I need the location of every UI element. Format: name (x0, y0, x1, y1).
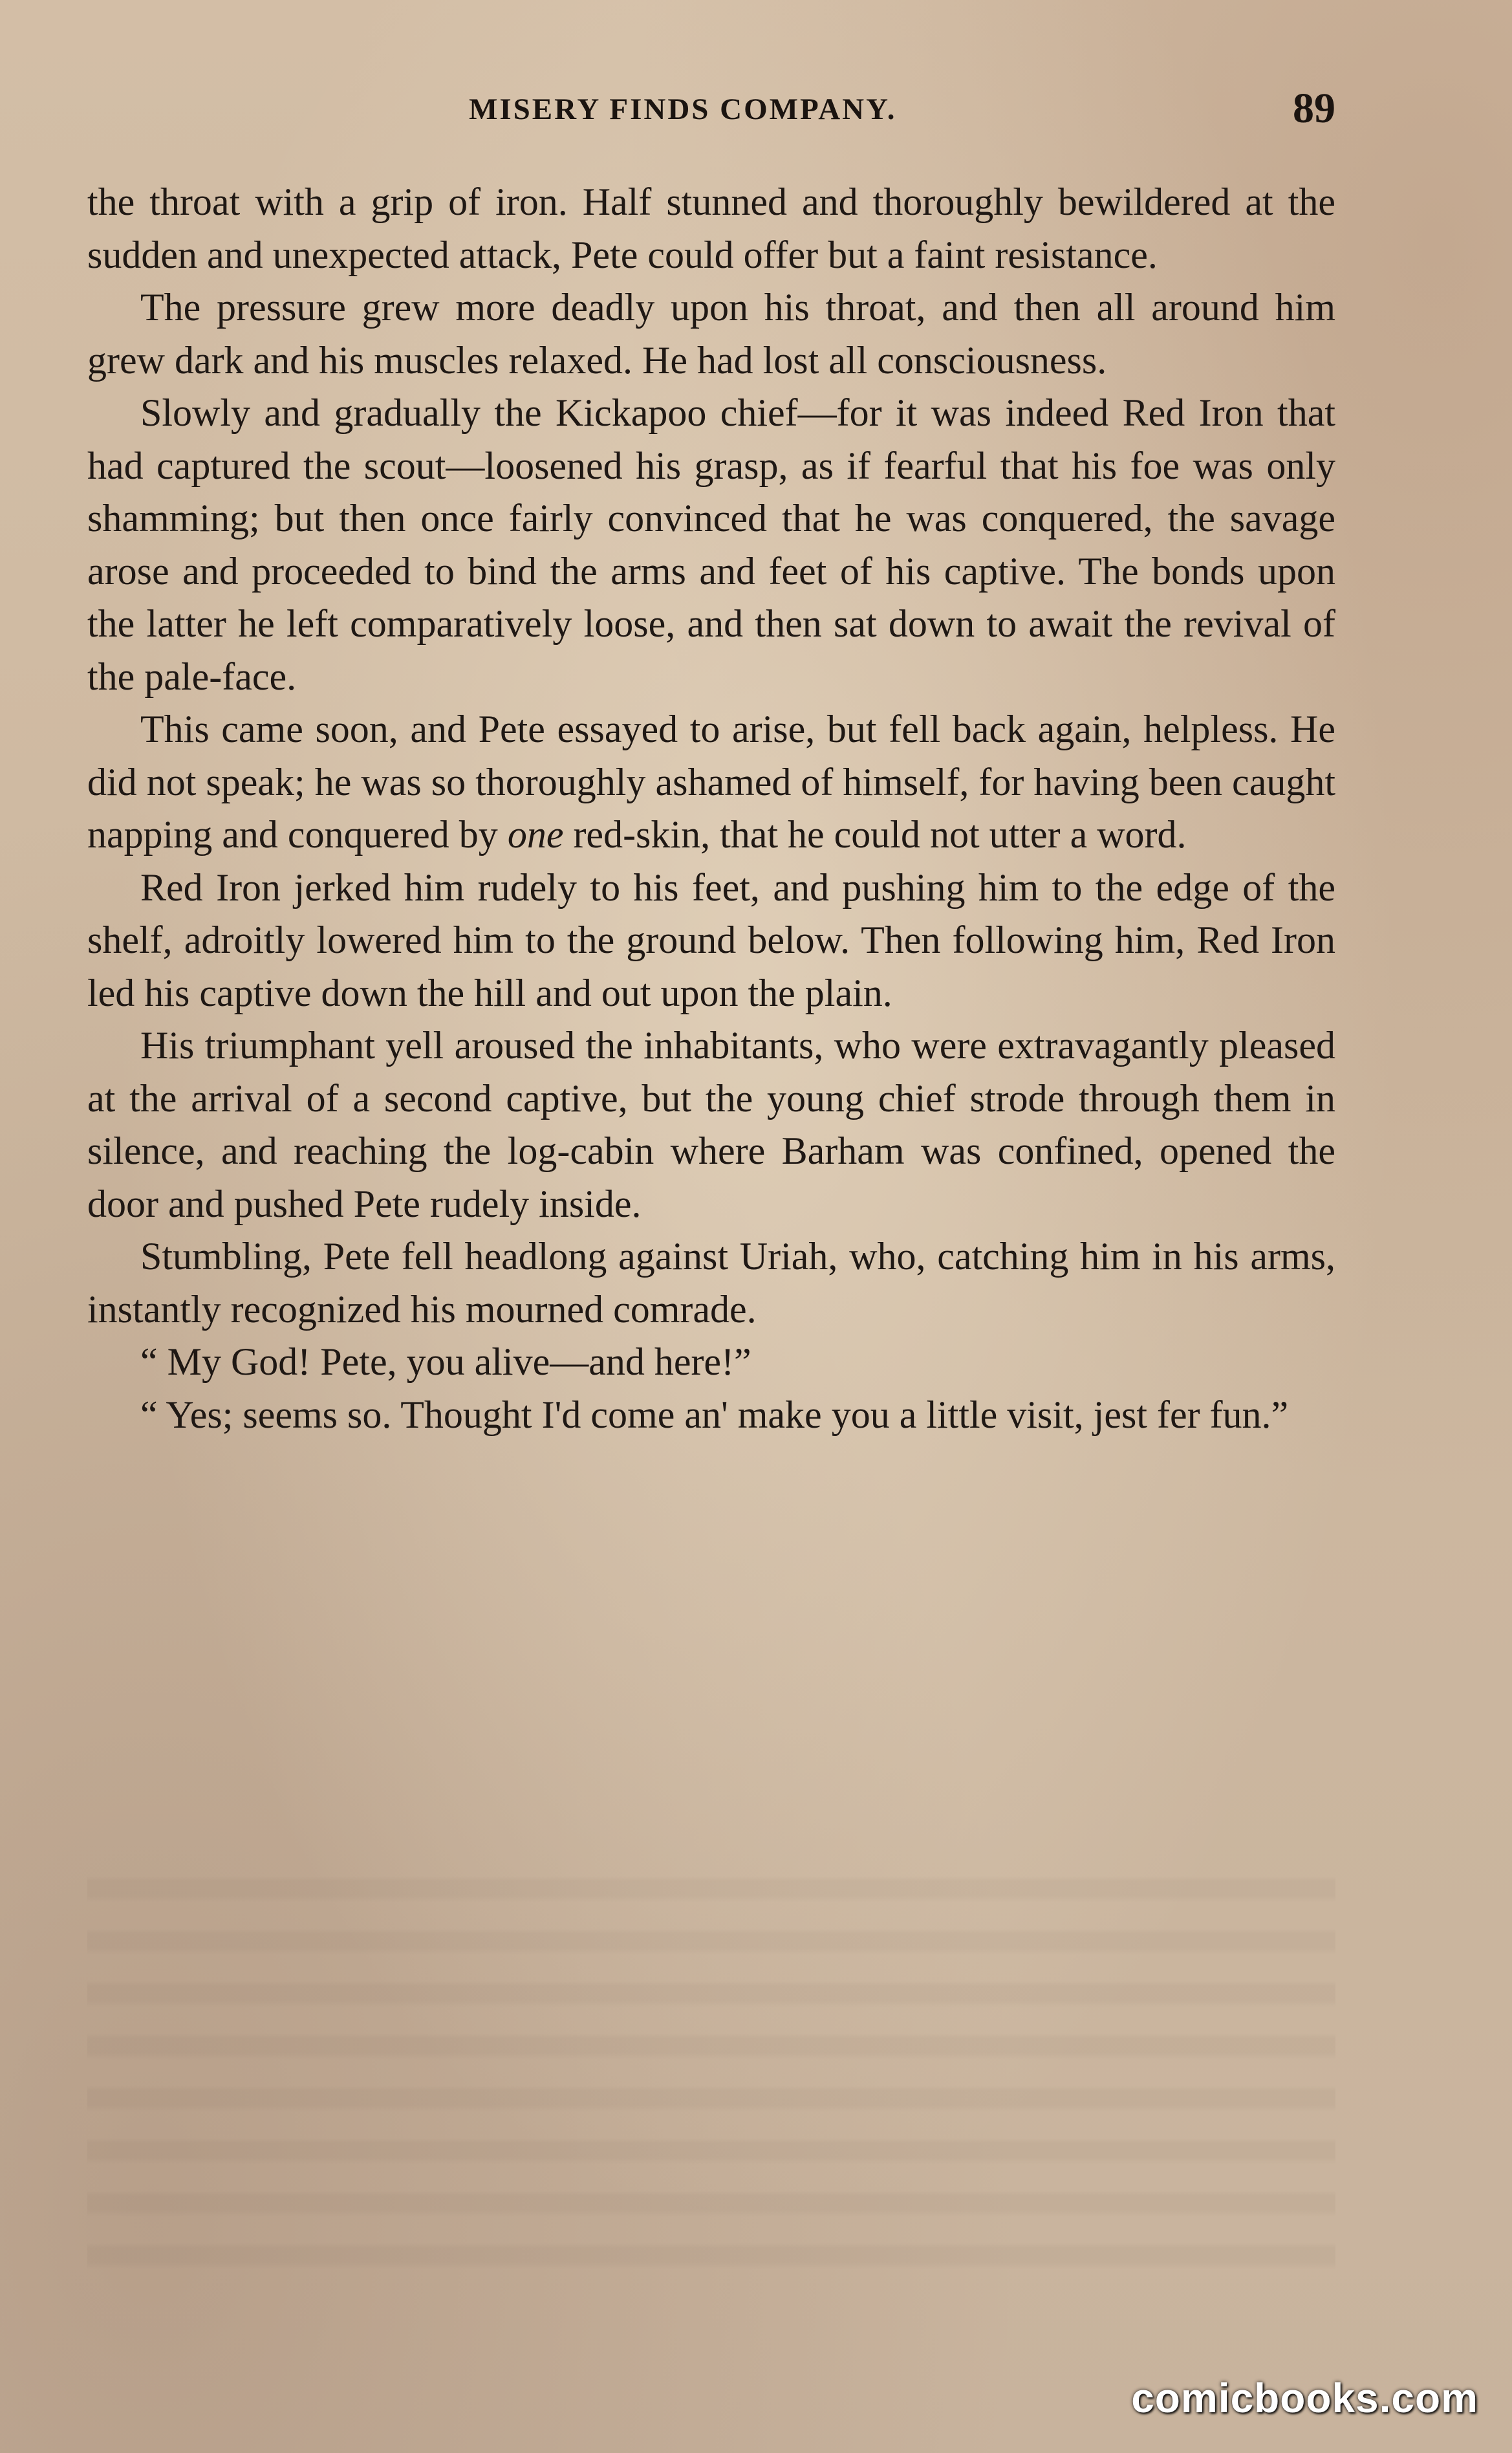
paragraph-4-text-after: red-skin, that he could not utter a word. (563, 813, 1187, 856)
paragraph-1: the throat with a grip of iron. Half stunned and thoroughly bewildered at the sudden and unexpected attack, Pete could offer but a faint resistance. (87, 180, 1335, 276)
body-text (87, 176, 1335, 1441)
paragraph-6: His triumphant yell aroused the inhabitants, who were extravagantly pleased at the arrival of a second captive, but the young chief strode through them in silence, and reaching the log-cabin where Barham was confined, opened the door and pushed Pete rudely inside. (87, 1024, 1335, 1225)
paragraph-7: Stumbling, Pete fell headlong against Uriah, who, catching him in his arms, instantly recognized his mourned comrade. (87, 1235, 1335, 1331)
page-number: 89 (1293, 85, 1335, 132)
paragraph-4-text-before: This came soon, and Pete essayed to arise, but fell back again, helpless. He did not speak; he was so thoroughly ashamed of himself, for having been caught napping and conquered by (87, 708, 1335, 856)
paragraph-4-italic-word: one (507, 813, 564, 856)
paragraph-2: The pressure grew more deadly upon his throat, and then all around him grew dark and his muscles relaxed. He had lost all consciousness. (87, 286, 1335, 382)
paragraph-4 (87, 703, 1335, 862)
paragraph-9: “ Yes; seems so. Thought I'd come an' make you a little visit, jest fer fun.” (140, 1393, 1289, 1436)
paragraph-5: Red Iron jerked him rudely to his feet, and pushing him to the edge of the shelf, adroitly lowered him to the ground below. Then following him, Red Iron led his captive down the hill and out upon the plain. (87, 866, 1335, 1014)
page-header (87, 84, 1335, 136)
show-through-texture (87, 1850, 1335, 2290)
running-title: MISERY FINDS COMPANY. (469, 93, 897, 126)
paragraph-3: Slowly and gradually the Kickapoo chief—for it was indeed Red Iron that had captured the scout—loosened his grasp, as if fearful that his foe was only shamming; but then once fairly convinced that he was conquered, the savage arose and proceeded to bind the arms and feet of his captive. The bonds upon the latter he left comparatively loose, and then sat down to await the revival of the pale-face. (87, 391, 1335, 698)
paragraph-8: “ My God! Pete, you alive—and here!” (140, 1340, 751, 1383)
watermark: comicbooks.com (1131, 2375, 1478, 2421)
